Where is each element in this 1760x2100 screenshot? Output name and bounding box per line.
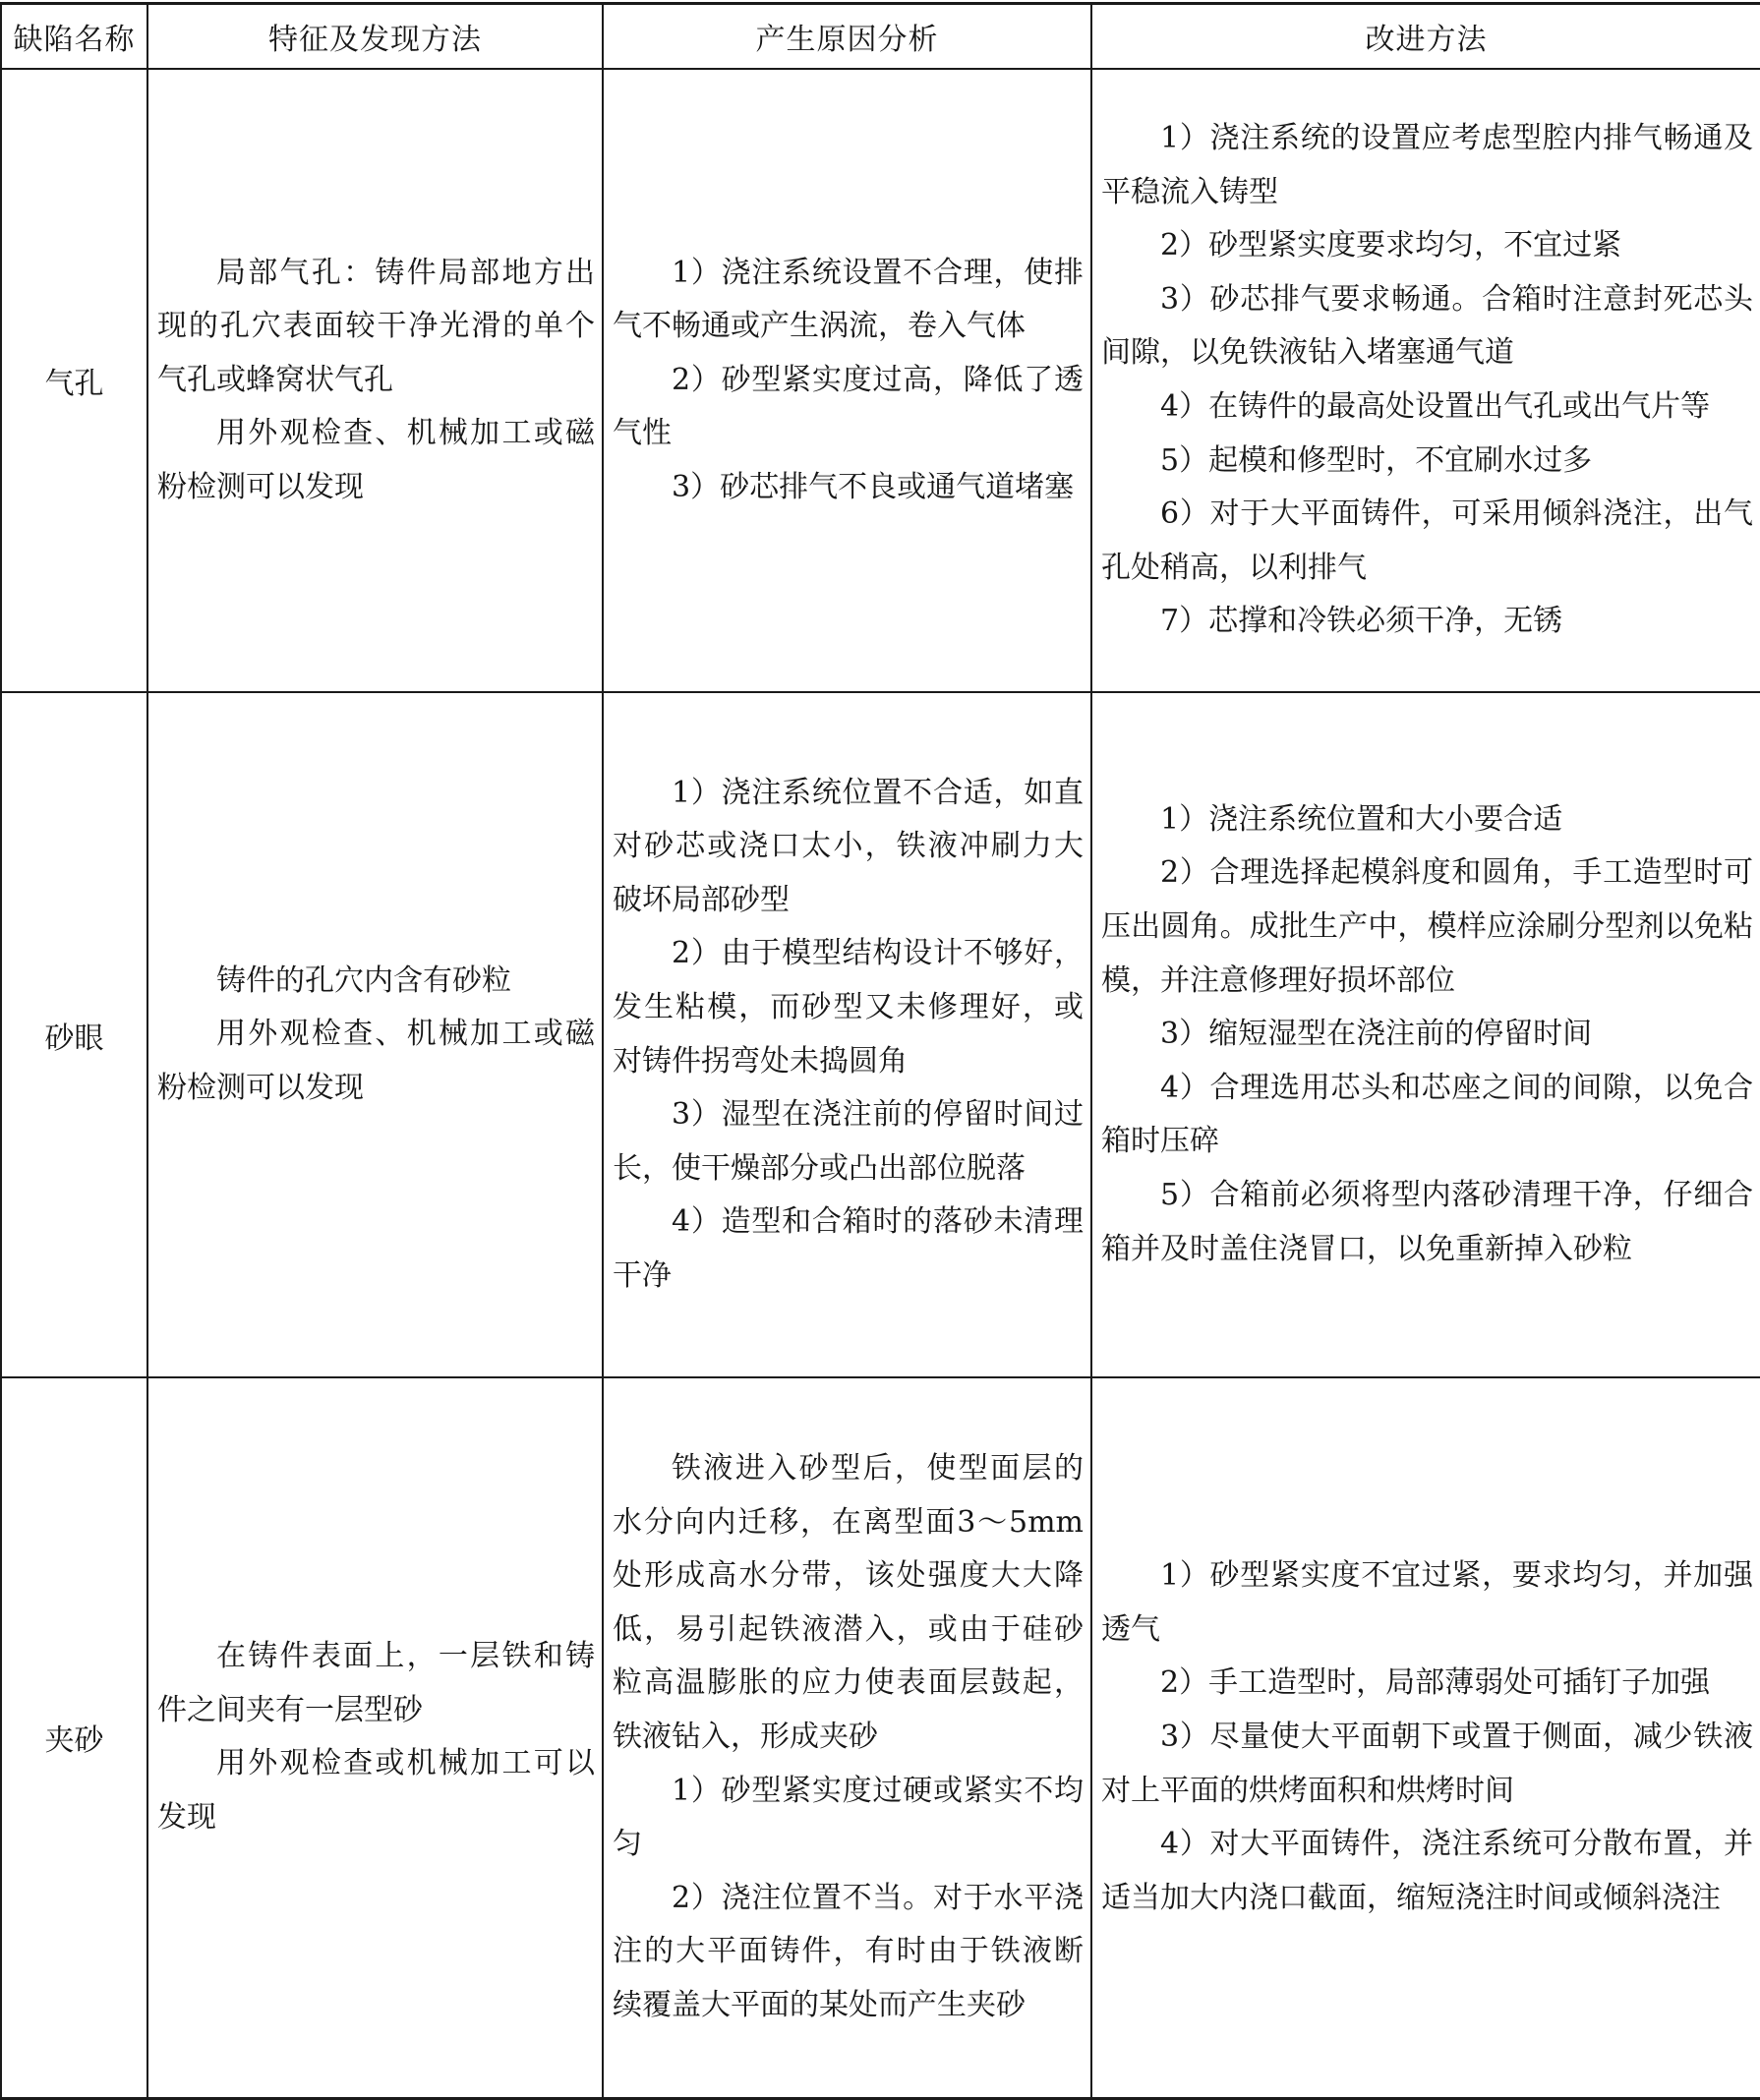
defect-name-cell: 砂眼 (1, 692, 147, 1377)
features-cell (147, 1377, 603, 2098)
cause-item: 3）湿型在浇注前的停留时间过长，使干燥部分或凸出部位脱落 (613, 1097, 1084, 1186)
cause-item: 1）浇注系统设置不合理，使排气不畅通或产生涡流，卷入气体 (613, 255, 1084, 344)
causes-cell (603, 69, 1091, 692)
improvement-item: 1）浇注系统位置和大小要合适 (1160, 801, 1563, 837)
header-features-detection: 特征及发现方法 (147, 4, 603, 70)
improvement-item: 5）起模和修型时，不宜刷水过多 (1160, 442, 1593, 478)
improvements-cell (1091, 69, 1760, 692)
improvement-item: 7）芯撑和冷铁必须干净，无锈 (1160, 604, 1563, 639)
cause-item: 1）浇注系统位置不合适，如直对砂芯或浇口太小，铁液冲刷力大破坏局部砂型 (613, 775, 1084, 917)
features-cell (147, 692, 603, 1377)
table-row (1, 69, 1760, 692)
features-paragraph: 在铸件表面上，一层铁和铸件之间夹有一层型砂 (157, 1639, 595, 1727)
improvement-item: 4）在铸件的最高处设置出气孔或出气片等 (1160, 389, 1711, 424)
improvements-cell (1091, 1377, 1760, 2098)
improvement-item: 1）浇注系统的设置应考虑型腔内排气畅通及平稳流入铸型 (1101, 121, 1753, 209)
cause-item: 2）浇注位置不当。对于水平浇注的大平面铸件，有时由于铁液断续覆盖大平面的某处而产生夹砂 (613, 1880, 1084, 2022)
header-defect-name: 缺陷名称 (1, 4, 147, 70)
table-row (1, 692, 1760, 1377)
improvement-item: 2）手工造型时，局部薄弱处可插钉子加强 (1160, 1665, 1711, 1701)
header-improvement: 改进方法 (1091, 4, 1760, 70)
defect-name-cell: 夹砂 (1, 1377, 147, 2098)
header-cause-analysis: 产生原因分析 (603, 4, 1091, 70)
cause-item: 3）砂芯排气不良或通气道堵塞 (672, 469, 1075, 504)
improvement-item: 4）对大平面铸件，浇注系统可分散布置，并适当加大内浇口截面，缩短浇注时间或倾斜浇注 (1101, 1827, 1753, 1915)
improvement-item: 2）砂型紧实度要求均匀，不宜过紧 (1160, 228, 1622, 263)
improvement-item: 3）缩短湿型在浇注前的停留时间 (1160, 1017, 1593, 1052)
cause-item: 2）砂型紧实度过高，降低了透气性 (613, 362, 1084, 451)
improvement-item: 6）对于大平面铸件，可采用倾斜浇注，出气孔处稍高，以利排气 (1101, 496, 1753, 585)
cause-item: 4）造型和合箱时的落砂未清理干净 (613, 1204, 1084, 1293)
casting-defects-table (0, 2, 1760, 2100)
cause-item: 1）砂型紧实度过硬或紧实不均匀 (613, 1773, 1084, 1862)
features-paragraph: 铸件的孔穴内含有砂粒 (216, 962, 511, 998)
causes-cell (603, 1377, 1091, 2098)
defect-name-cell: 气孔 (1, 69, 147, 692)
improvements-cell (1091, 692, 1760, 1377)
causes-cell (603, 692, 1091, 1377)
features-cell (147, 69, 603, 692)
table-header-row (1, 4, 1760, 70)
features-paragraph: 用外观检查、机械加工或磁粉检测可以发现 (157, 416, 595, 504)
features-paragraph: 局部气孔：铸件局部地方出现的孔穴表面较干净光滑的单个气孔或蜂窝状气孔 (157, 255, 595, 397)
table-row (1, 1377, 1760, 2098)
cause-item: 铁液进入砂型后，使型面层的水分向内迁移，在离型面3～5mm处形成高水分带，该处强度大大降低，易引起铁液潜入，或由于硅砂粒高温膨胀的应力使表面层鼓起，铁液钻入，形成夹砂 (613, 1450, 1084, 1754)
improvement-item: 3）尽量使大平面朝下或置于侧面，减少铁液对上平面的烘烤面积和烘烤时间 (1101, 1719, 1753, 1808)
features-paragraph: 用外观检查或机械加工可以发现 (157, 1746, 595, 1835)
improvement-item: 4）合理选用芯头和芯座之间的间隙，以免合箱时压碎 (1101, 1070, 1753, 1159)
improvement-item: 3）砂芯排气要求畅通。合箱时注意封死芯头间隙，以免铁液钻入堵塞通气道 (1101, 281, 1753, 371)
improvement-item: 5）合箱前必须将型内落砂清理干净，仔细合箱并及时盖住浇冒口，以免重新掉入砂粒 (1101, 1177, 1753, 1266)
cause-item: 2）由于模型结构设计不够好，发生粘模，而砂型又未修理好，或对铸件拐弯处未捣圆角 (613, 936, 1084, 1079)
improvement-item: 2）合理选择起模斜度和圆角，手工造型时可压出圆角。成批生产中，模样应涂刷分型剂以免粘模，并注意修理好损坏部位 (1101, 855, 1753, 998)
features-paragraph: 用外观检查、机械加工或磁粉检测可以发现 (157, 1017, 595, 1105)
improvement-item: 1）砂型紧实度不宜过紧，要求均匀，并加强透气 (1101, 1558, 1753, 1647)
